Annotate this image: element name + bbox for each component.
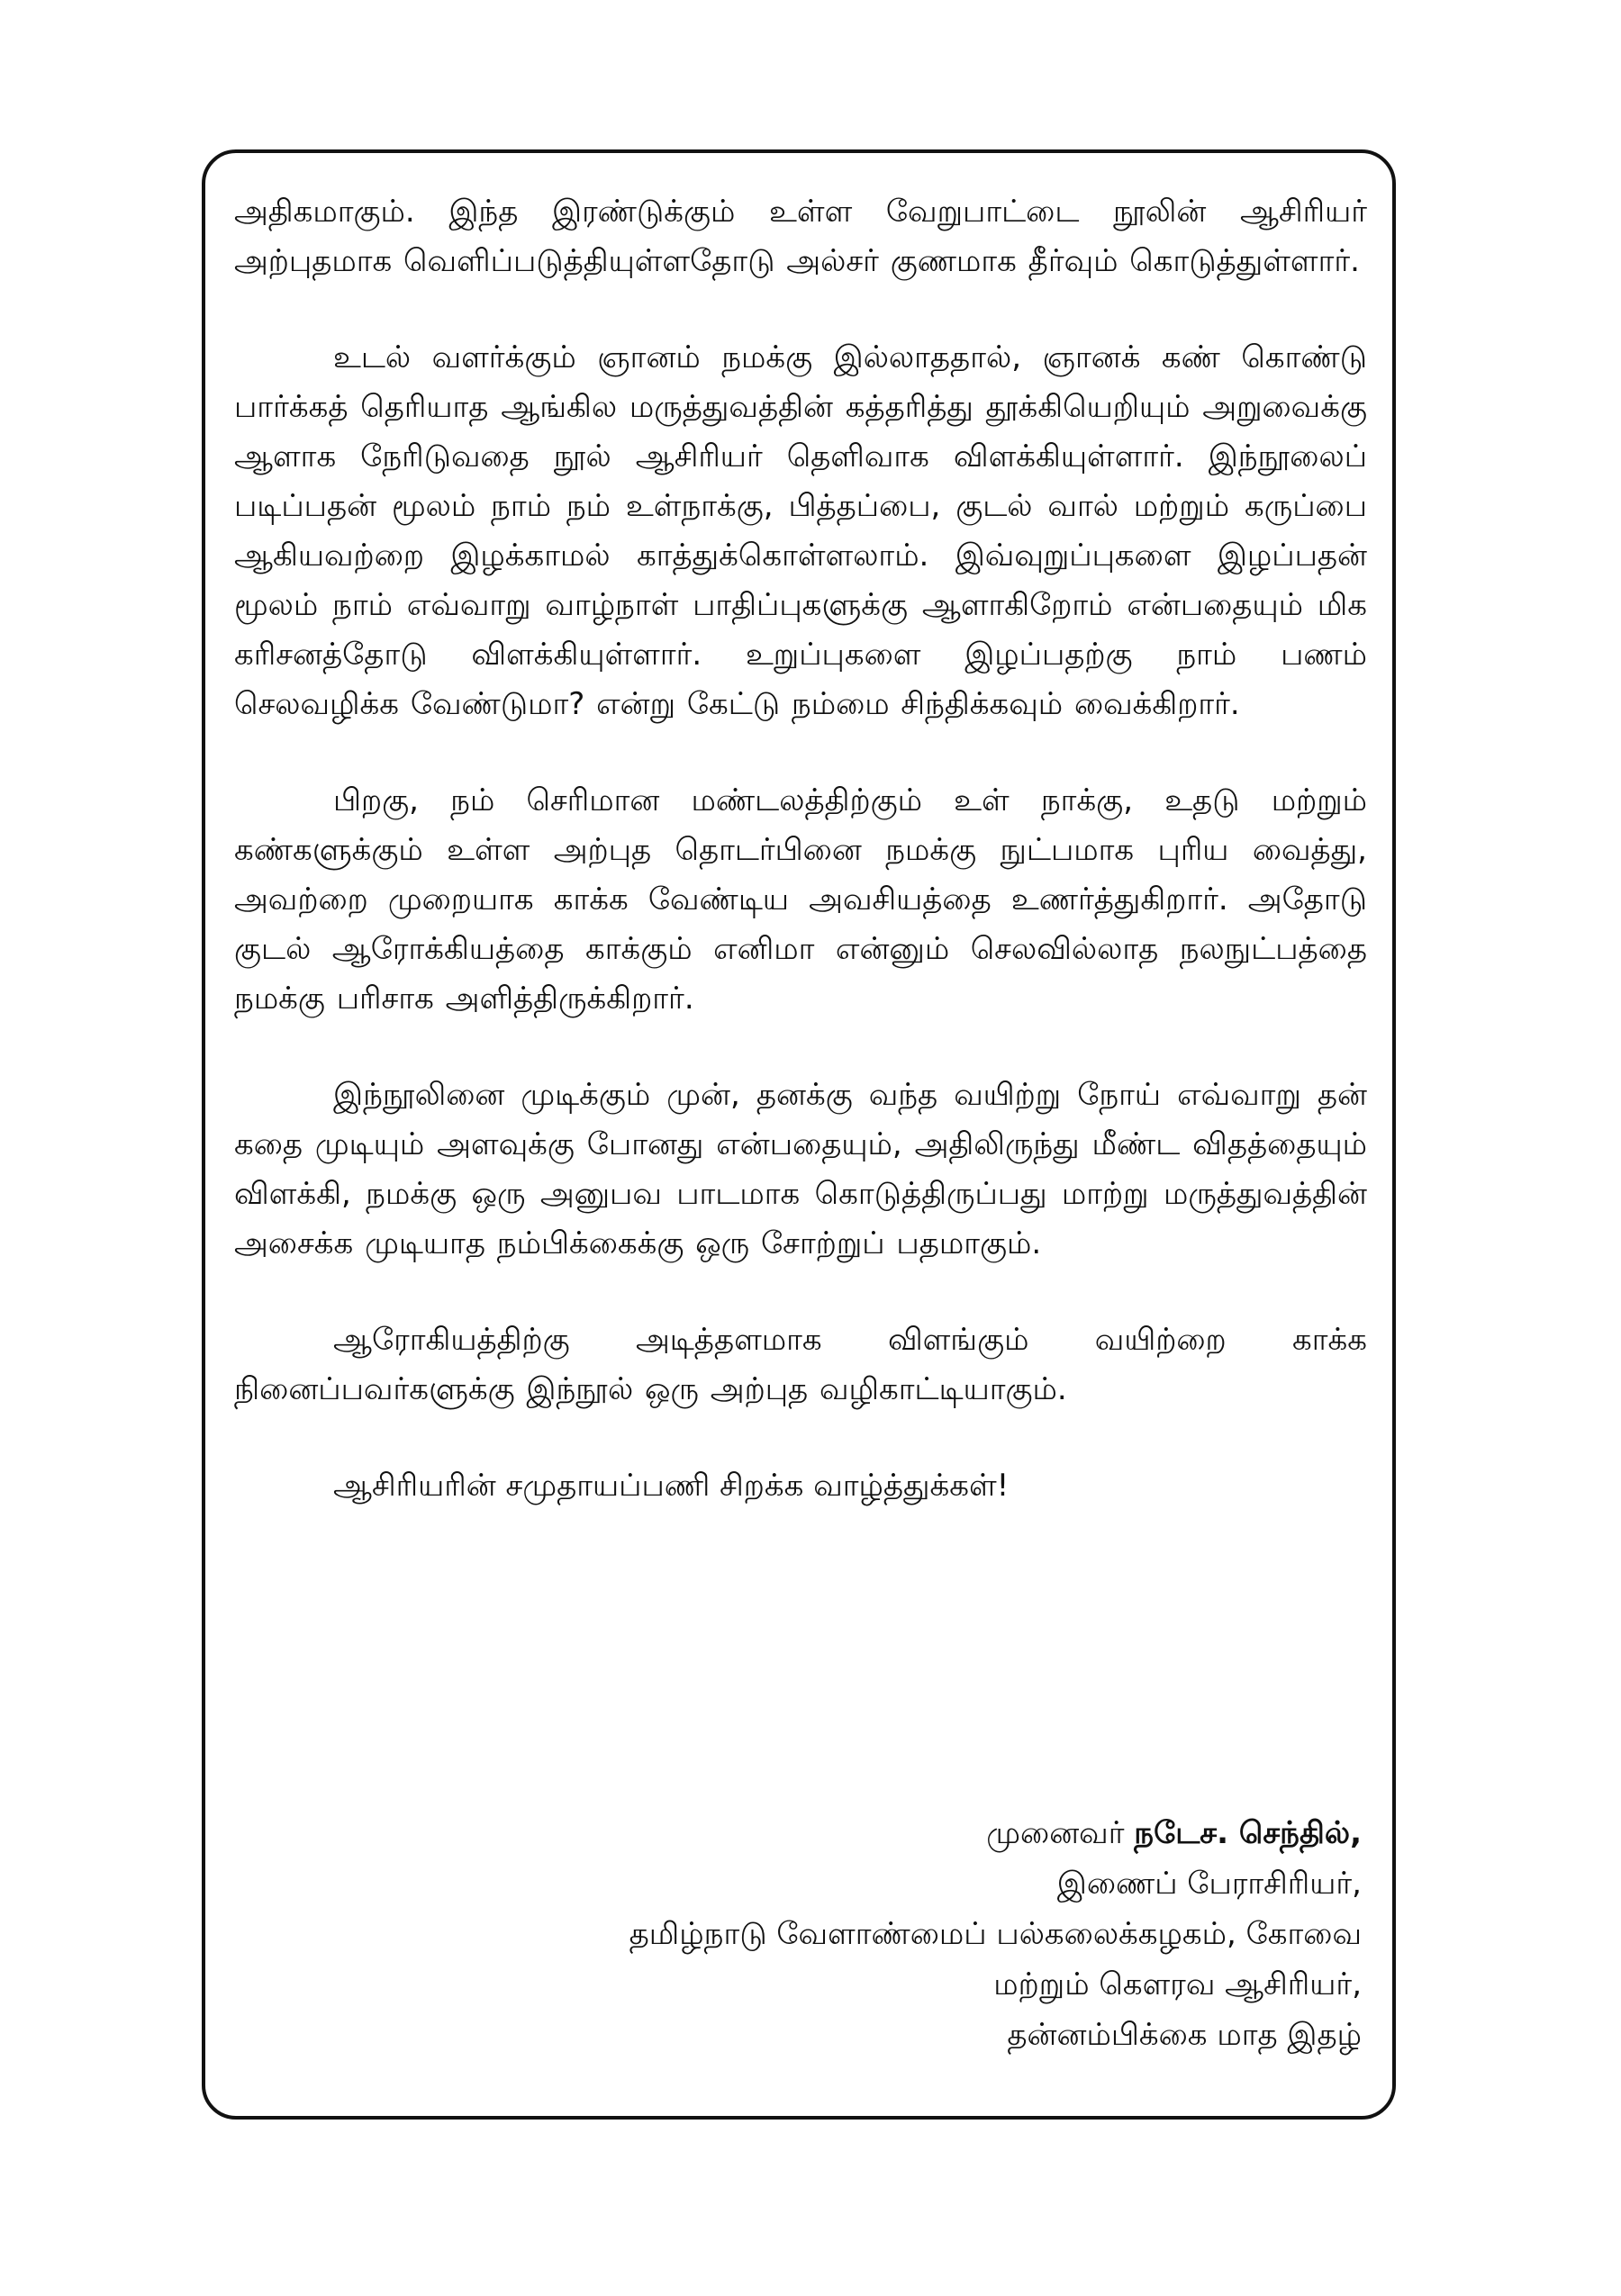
signature-honorary-role: மற்றும் கௌரவ ஆசிரியர், [993,1966,1362,2002]
document-body [234,187,1367,1511]
paragraph-5: ஆரோகியத்திற்கு அடித்தளமாக விளங்கும் வயிற்றை காக்க நினைப்பவர்களுக்கு இந்நூல் ஒரு அற்புத வழிகாட்டியாகும். [234,1322,1367,1407]
paragraph-3: பிறகு, நம் செரிமான மண்டலத்திற்கும் உள் நாக்கு, உதடு மற்றும் கண்களுக்கும் உள்ள அற்புத தொடர்பினை நமக்கு நுட்பமாக புரிய வைத்து, அவற்றை முறையாக காக்க வேண்டிய அவசியத்தை உணர்த்துகிறார். அதோடு குடல் ஆரோக்கியத்தை காக்கும் எனிமா என்னும் செலவில்லாத நலநுட்பத்தை நமக்கு பரிசாக அளித்திருக்கிறார். [234,782,1367,1017]
signature-designation: இணைப் பேராசிரியர், [1056,1866,1362,1902]
signature-name-line [629,1808,1362,1858]
signature-name: நடேச. செந்தில், [1134,1815,1362,1851]
closing-wishes: ஆசிரியரின் சமுதாயப்பணி சிறக்க வாழ்த்துக்கள்! [333,1468,1010,1504]
signature-institution: தமிழ்நாடு வேளாண்மைப் பல்கலைக்கழகம், கோவை [629,1916,1362,1952]
signature-block [629,1808,1362,2060]
paragraph-1: அதிகமாகும். இந்த இரண்டுக்கும் உள்ள வேறுபாட்டை நூலின் ஆசிரியர் அற்புதமாக வெளிப்படுத்தியுள்ளதோடு அல்சர் குணமாக தீர்வும் கொடுத்துள்ளார். [234,194,1367,279]
signature-magazine: தன்னம்பிக்கை மாத இதழ் [1007,2017,1362,2053]
signature-title-prefix: முனைவர் [986,1815,1125,1851]
paragraph-4: இந்நூலினை முடிக்கும் முன், தனக்கு வந்த வயிற்று நோய் எவ்வாறு தன் கதை முடியும் அளவுக்கு போனது என்பதையும், அதிலிருந்து மீண்ட விதத்தையும் விளக்கி, நமக்கு ஒரு அனுபவ பாடமாக கொடுத்திருப்பது மாற்று மருத்துவத்தின் அசைக்க முடியாத நம்பிக்கைக்கு ஒரு சோற்றுப் பதமாகும். [234,1077,1367,1261]
paragraph-2: உடல் வளர்க்கும் ஞானம் நமக்கு இல்லாததால், ஞானக் கண் கொண்டு பார்க்கத் தெரியாத ஆங்கில மருத்துவத்தின் கத்தரித்து தூக்கியெறியும் அறுவைக்கு ஆளாக நேரிடுவதை நூல் ஆசிரியர் தெளிவாக விளக்கியுள்ளார். இந்நூலைப் படிப்பதன் மூலம் நாம் நம் உள்நாக்கு, பித்தப்பை, குடல் வால் மற்றும் கருப்பை ஆகியவற்றை இழக்காமல் காத்துக்கொள்ளலாம். இவ்வுறுப்புகளை இழப்பதன் மூலம் நாம் எவ்வாறு வாழ்நாள் பாதிப்புகளுக்கு ஆளாகிறோம் என்பதையும் மிக கரிசனத்தோடு விளக்கியுள்ளார். உறுப்புகளை இழப்பதற்கு நாம் பணம் செலவழிக்க வேண்டுமா? என்று கேட்டு நம்மை சிந்திக்கவும் வைக்கிறார். [234,339,1367,722]
